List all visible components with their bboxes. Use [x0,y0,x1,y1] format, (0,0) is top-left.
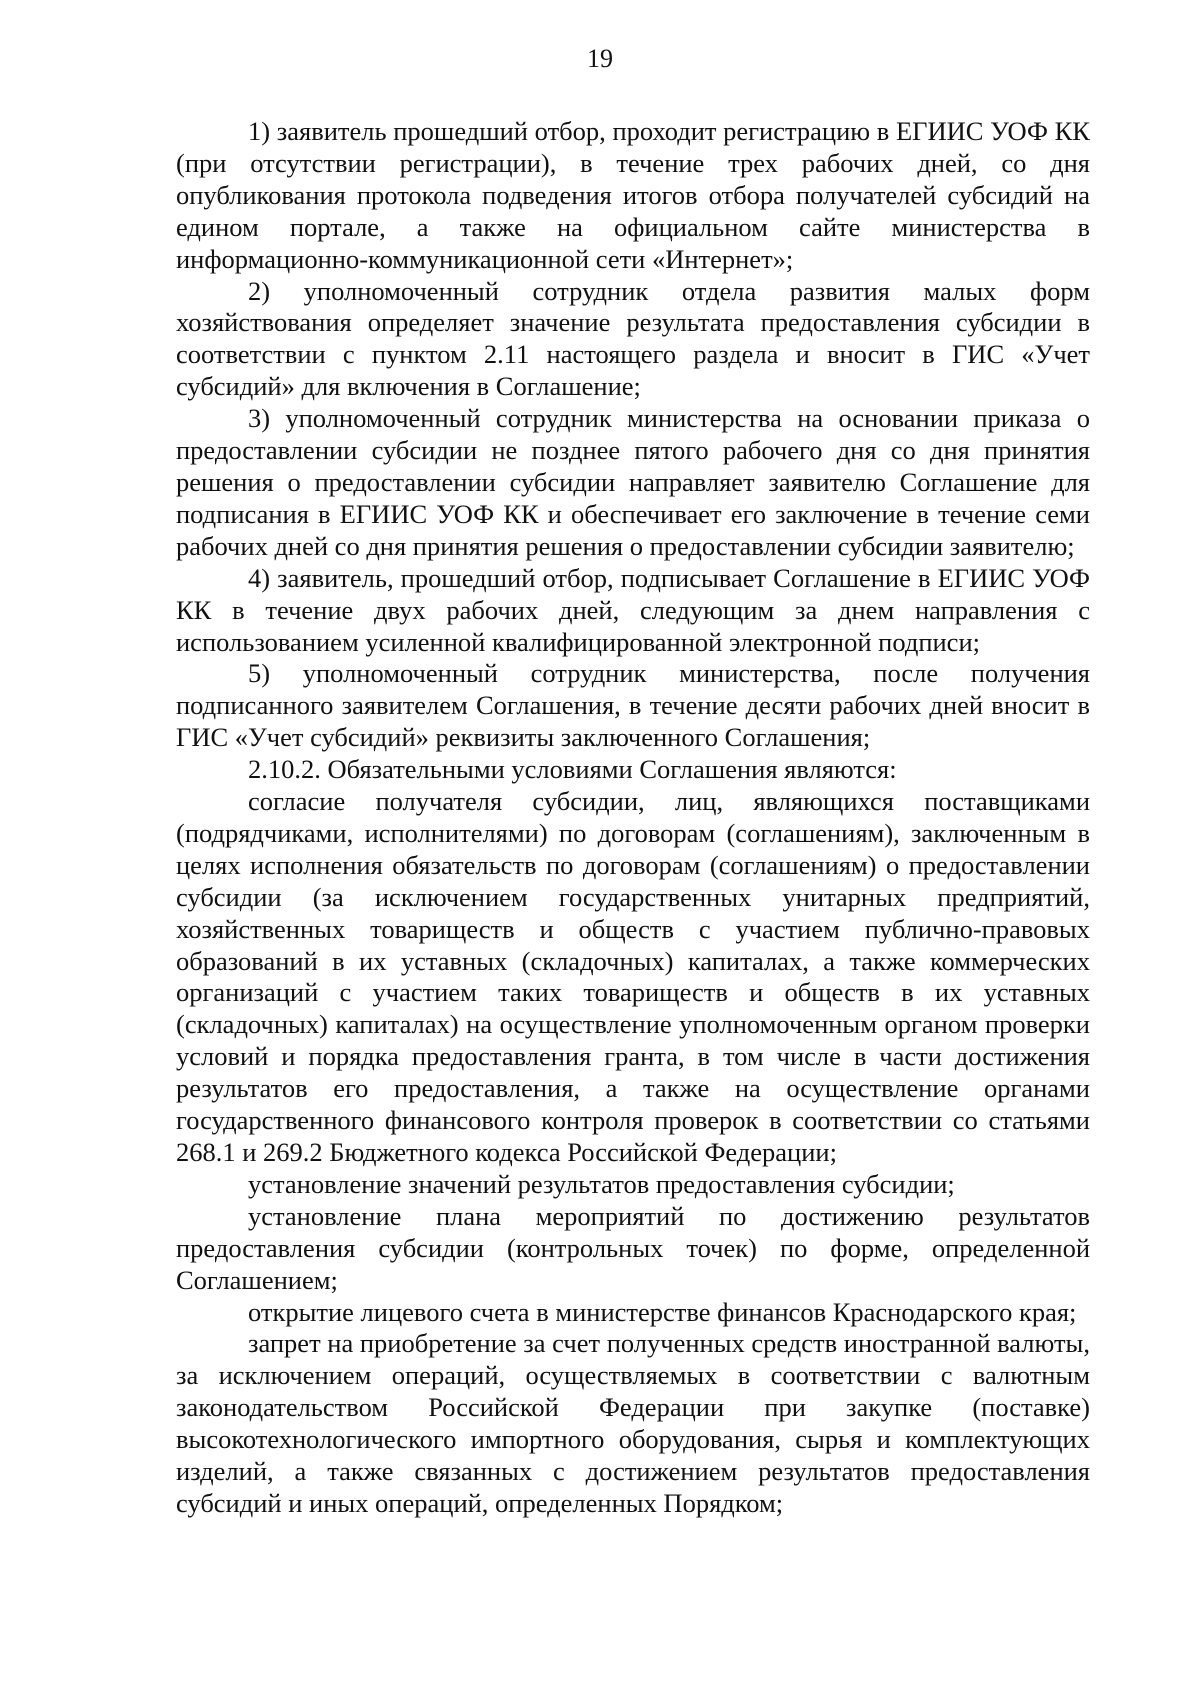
paragraph-item-2: 2) уполномоченный сотрудник отдела развития малых форм хозяйствования определяет значение результата предоставления субсидии в соответствии с пунктом 2.11 настоящего раздела и вносит в ГИС «Учет субсидий» для включения в Соглашение; [176,275,1090,402]
page-number: 19 [587,44,613,73]
paragraph-account-opening: открытие лицевого счета в министерстве финансов Краснодарского края; [248,1296,1077,1327]
document-body [176,116,1090,1520]
paragraph-action-plan: установление плана мероприятий по достижению результатов предоставления субсидии (контрольных точек) по форме, определенной Соглашением; [176,1200,1090,1295]
paragraph-consent: согласие получателя субсидии, лиц, являющихся поставщиками (подрядчиками, исполнителями) по договорам (соглашениям), заключенным в целях исполнения обязательств по договорам (соглашениям) о предоставлении субсидии (за исключением государственных унитарных предприятий, хозяйственных товариществ и обществ с участием публично-правовых образований в их уставных (складочных) капиталах, а также коммерческих организаций с участием таких товариществ и обществ в их уставных (складочных) капиталах) на осуществление уполномоченным органом проверки условий и порядка предоставления гранта, в том числе в части достижения результатов его предоставления, а также на осуществление органами государственного финансового контроля проверок в соответствии со статьями 268.1 и 269.2 Бюджетного кодекса Российской Федерации; [176,786,1090,1167]
paragraph-item-1: 1) заявитель прошедший отбор, проходит регистрацию в ЕГИИС УОФ КК (при отсутствии регистрации), в течение трех рабочих дней, со дня опубликования протокола подведения итогов отбора получателей субсидий на едином портале, а также на официальном сайте министерства в информационно-коммуникационной сети «Интернет»; [176,116,1090,274]
paragraph-currency-ban: запрет на приобретение за счет полученных средств иностранной валюты, за исключением операций, осуществляемых в соответствии с валютным законодательством Российской Федерации при закупке (поставке) высокотехнологического импортного оборудования, сырья и комплектующих изделий, а также связанных с достижением результатов предоставления субсидий и иных операций, определенных Порядком; [176,1328,1090,1518]
paragraph-item-4: 4) заявитель, прошедший отбор, подписывает Соглашение в ЕГИИС УОФ КК в течение двух рабочих дней, следующим за днем направления с использованием усиленной квалифицированной электронной подписи; [176,562,1090,657]
paragraph-results-values: установление значений результатов предоставления субсидии; [248,1168,955,1199]
paragraph-item-5: 5) уполномоченный сотрудник министерства, после получения подписанного заявителем Соглашения, в течение десяти рабочих дней вносит в ГИС «Учет субсидий» реквизиты заключенного Соглашения; [176,658,1090,753]
section-heading-2-10-2: 2.10.2. Обязательными условиями Соглашения являются: [248,754,897,785]
paragraph-item-3: 3) уполномоченный сотрудник министерства на основании приказа о предоставлении субсидии не позднее пятого рабочего дня со дня принятия решения о предоставлении субсидии направляет заявителю Соглашение для подписания в ЕГИИС УОФ КК и обеспечивает его заключение в течение семи рабочих дней со дня принятия решения о предоставлении субсидии заявителю; [176,403,1090,561]
